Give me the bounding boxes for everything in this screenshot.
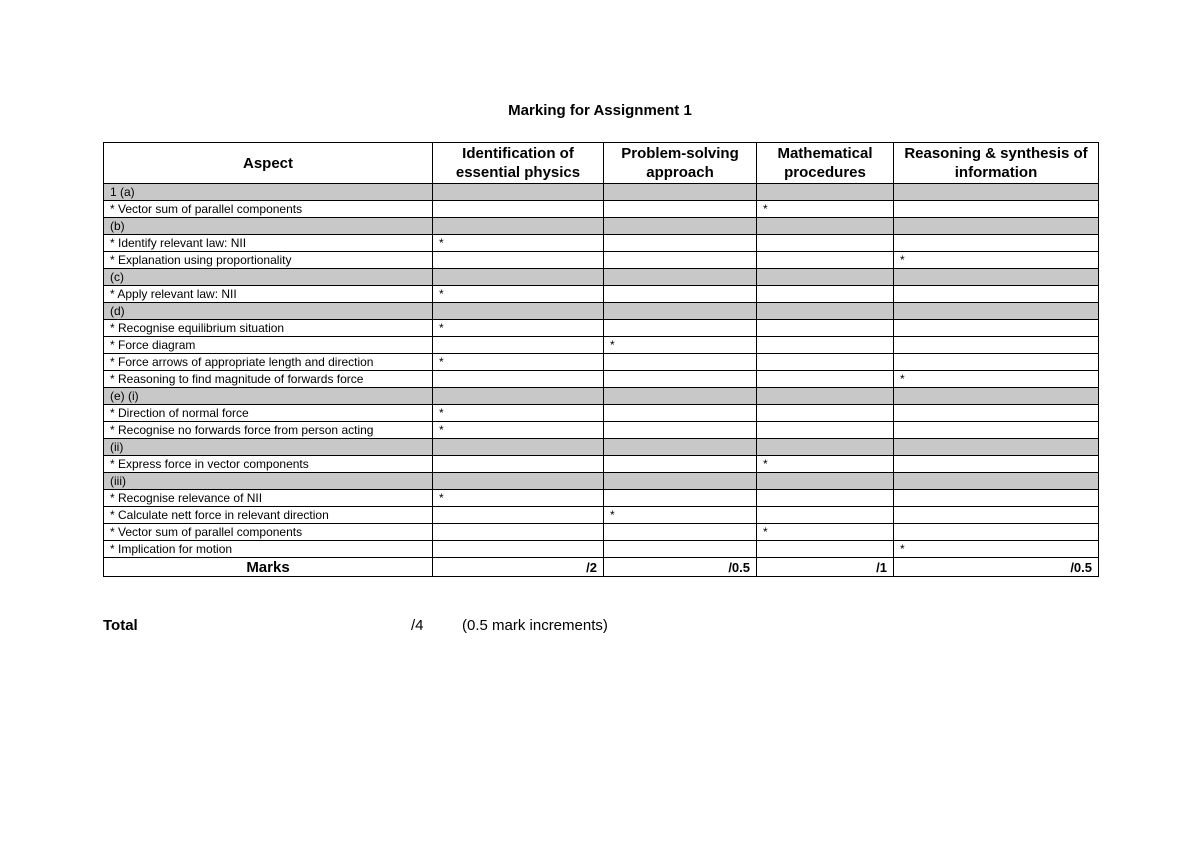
marks-identification: /2 xyxy=(433,558,604,577)
mark-cell-identification xyxy=(433,524,604,541)
mark-cell-problem-solving xyxy=(604,371,757,388)
aspect-label: * Implication for motion xyxy=(104,541,433,558)
table-row xyxy=(104,371,1099,388)
aspect-label: * Direction of normal force xyxy=(104,405,433,422)
mark-cell-identification xyxy=(433,507,604,524)
aspect-label: * Express force in vector components xyxy=(104,456,433,473)
mark-cell-problem-solving xyxy=(604,456,757,473)
mark-cell-mathematical: * xyxy=(757,524,894,541)
mark-cell-problem-solving xyxy=(604,388,757,405)
mark-cell-identification xyxy=(433,388,604,405)
mark-cell-mathematical: * xyxy=(757,201,894,218)
column-header-problem-solving: Problem-solving approach xyxy=(604,143,757,184)
mark-cell-reasoning xyxy=(894,439,1099,456)
mark-cell-problem-solving xyxy=(604,439,757,456)
mark-cell-mathematical xyxy=(757,405,894,422)
mark-cell-identification xyxy=(433,252,604,269)
mark-cell-identification xyxy=(433,371,604,388)
column-header-identification: Identification of essential physics xyxy=(433,143,604,184)
mark-cell-mathematical xyxy=(757,354,894,371)
mark-cell-problem-solving xyxy=(604,422,757,439)
mark-cell-reasoning xyxy=(894,422,1099,439)
total-label: Total xyxy=(103,617,138,634)
document-title: Marking for Assignment 1 xyxy=(508,102,692,119)
section-label: (e) (i) xyxy=(104,388,433,405)
mark-cell-mathematical xyxy=(757,269,894,286)
marking-table xyxy=(103,142,1099,577)
mark-cell-mathematical xyxy=(757,235,894,252)
mark-cell-reasoning xyxy=(894,184,1099,201)
mark-cell-identification: * xyxy=(433,405,604,422)
mark-cell-identification xyxy=(433,439,604,456)
aspect-label: * Calculate nett force in relevant direction xyxy=(104,507,433,524)
table-row xyxy=(104,286,1099,303)
table-row xyxy=(104,320,1099,337)
aspect-label: * Vector sum of parallel components xyxy=(104,524,433,541)
mark-cell-problem-solving xyxy=(604,354,757,371)
mark-cell-reasoning xyxy=(894,507,1099,524)
section-label: (b) xyxy=(104,218,433,235)
marks-label: Marks xyxy=(104,558,433,577)
mark-cell-reasoning: * xyxy=(894,371,1099,388)
table-row xyxy=(104,541,1099,558)
mark-cell-problem-solving xyxy=(604,473,757,490)
section-row xyxy=(104,218,1099,235)
mark-cell-identification: * xyxy=(433,235,604,252)
aspect-label: * Recognise equilibrium situation xyxy=(104,320,433,337)
mark-cell-reasoning xyxy=(894,354,1099,371)
mark-cell-mathematical xyxy=(757,388,894,405)
mark-cell-mathematical: * xyxy=(757,456,894,473)
marks-reasoning: /0.5 xyxy=(894,558,1099,577)
table-row xyxy=(104,354,1099,371)
mark-cell-identification: * xyxy=(433,490,604,507)
column-header-mathematical: Mathematical procedures xyxy=(757,143,894,184)
mark-cell-mathematical xyxy=(757,218,894,235)
section-row xyxy=(104,303,1099,320)
aspect-label: * Recognise relevance of NII xyxy=(104,490,433,507)
marks-row xyxy=(104,558,1099,577)
mark-cell-mathematical xyxy=(757,507,894,524)
aspect-label: * Force diagram xyxy=(104,337,433,354)
mark-cell-identification xyxy=(433,456,604,473)
section-row xyxy=(104,439,1099,456)
mark-cell-problem-solving xyxy=(604,303,757,320)
section-row xyxy=(104,184,1099,201)
section-row xyxy=(104,388,1099,405)
mark-cell-identification: * xyxy=(433,422,604,439)
mark-cell-problem-solving xyxy=(604,320,757,337)
mark-cell-mathematical xyxy=(757,439,894,456)
mark-cell-mathematical xyxy=(757,473,894,490)
aspect-label: * Apply relevant law: NII xyxy=(104,286,433,303)
mark-cell-identification: * xyxy=(433,354,604,371)
mark-cell-problem-solving xyxy=(604,218,757,235)
mark-cell-mathematical xyxy=(757,541,894,558)
column-header-reasoning: Reasoning & synthesis of information xyxy=(894,143,1099,184)
mark-cell-reasoning: * xyxy=(894,541,1099,558)
column-header-aspect: Aspect xyxy=(104,143,433,184)
mark-cell-reasoning xyxy=(894,218,1099,235)
mark-cell-identification xyxy=(433,337,604,354)
mark-cell-problem-solving: * xyxy=(604,337,757,354)
mark-cell-mathematical xyxy=(757,371,894,388)
aspect-label: * Explanation using proportionality xyxy=(104,252,433,269)
mark-cell-problem-solving xyxy=(604,235,757,252)
section-label: (d) xyxy=(104,303,433,320)
table-row xyxy=(104,337,1099,354)
mark-cell-reasoning xyxy=(894,303,1099,320)
section-label: (ii) xyxy=(104,439,433,456)
mark-cell-identification xyxy=(433,303,604,320)
mark-cell-identification: * xyxy=(433,286,604,303)
mark-cell-mathematical xyxy=(757,422,894,439)
table-row xyxy=(104,422,1099,439)
mark-cell-problem-solving xyxy=(604,405,757,422)
mark-cell-reasoning xyxy=(894,320,1099,337)
mark-cell-problem-solving xyxy=(604,252,757,269)
mark-cell-identification: * xyxy=(433,320,604,337)
mark-cell-reasoning xyxy=(894,456,1099,473)
header-row xyxy=(104,143,1099,184)
mark-cell-reasoning xyxy=(894,269,1099,286)
table-row xyxy=(104,490,1099,507)
mark-cell-problem-solving: * xyxy=(604,507,757,524)
mark-cell-reasoning xyxy=(894,388,1099,405)
mark-cell-mathematical xyxy=(757,184,894,201)
mark-cell-problem-solving xyxy=(604,184,757,201)
mark-cell-mathematical xyxy=(757,286,894,303)
table-row xyxy=(104,201,1099,218)
table-row xyxy=(104,524,1099,541)
section-label: (c) xyxy=(104,269,433,286)
mark-cell-problem-solving xyxy=(604,201,757,218)
aspect-label: * Force arrows of appropriate length and direction xyxy=(104,354,433,371)
mark-cell-mathematical xyxy=(757,337,894,354)
mark-cell-reasoning xyxy=(894,235,1099,252)
table-row xyxy=(104,456,1099,473)
total-note: (0.5 mark increments) xyxy=(462,617,608,634)
mark-cell-identification xyxy=(433,201,604,218)
mark-cell-mathematical xyxy=(757,303,894,320)
mark-cell-reasoning xyxy=(894,201,1099,218)
mark-cell-reasoning: * xyxy=(894,252,1099,269)
mark-cell-reasoning xyxy=(894,286,1099,303)
mark-cell-problem-solving xyxy=(604,541,757,558)
section-label: 1 (a) xyxy=(104,184,433,201)
mark-cell-problem-solving xyxy=(604,286,757,303)
mark-cell-reasoning xyxy=(894,405,1099,422)
aspect-label: * Identify relevant law: NII xyxy=(104,235,433,252)
marks-mathematical: /1 xyxy=(757,558,894,577)
aspect-label: * Reasoning to find magnitude of forwards force xyxy=(104,371,433,388)
mark-cell-reasoning xyxy=(894,490,1099,507)
table-row xyxy=(104,507,1099,524)
section-row xyxy=(104,269,1099,286)
section-label: (iii) xyxy=(104,473,433,490)
table-row xyxy=(104,405,1099,422)
mark-cell-mathematical xyxy=(757,320,894,337)
marks-problem-solving: /0.5 xyxy=(604,558,757,577)
table-row xyxy=(104,235,1099,252)
mark-cell-identification xyxy=(433,184,604,201)
mark-cell-problem-solving xyxy=(604,524,757,541)
mark-cell-mathematical xyxy=(757,252,894,269)
mark-cell-identification xyxy=(433,541,604,558)
table-row xyxy=(104,252,1099,269)
mark-cell-problem-solving xyxy=(604,490,757,507)
aspect-label: * Recognise no forwards force from person acting xyxy=(104,422,433,439)
mark-cell-identification xyxy=(433,269,604,286)
section-row xyxy=(104,473,1099,490)
mark-cell-identification xyxy=(433,218,604,235)
aspect-label: * Vector sum of parallel components xyxy=(104,201,433,218)
mark-cell-reasoning xyxy=(894,473,1099,490)
table-body xyxy=(104,184,1099,558)
mark-cell-mathematical xyxy=(757,490,894,507)
mark-cell-reasoning xyxy=(894,337,1099,354)
mark-cell-reasoning xyxy=(894,524,1099,541)
mark-cell-identification xyxy=(433,473,604,490)
total-value: /4 xyxy=(411,617,424,634)
mark-cell-problem-solving xyxy=(604,269,757,286)
